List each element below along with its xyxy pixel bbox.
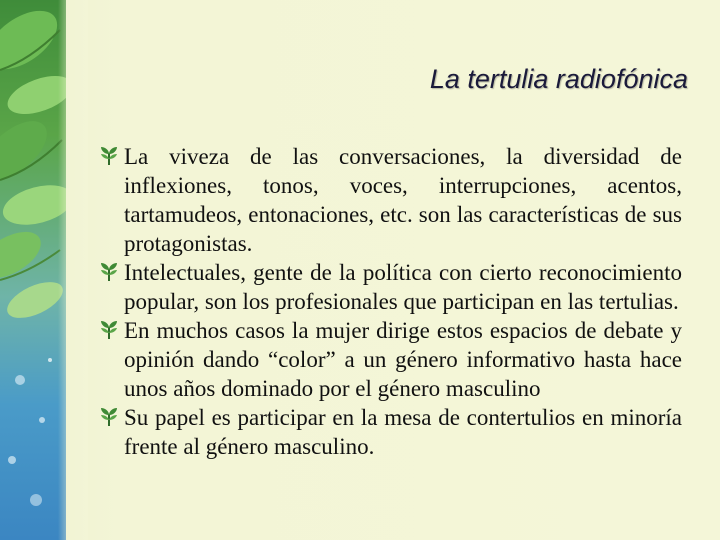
bullet-list <box>96 142 682 461</box>
bullet-item <box>96 403 682 461</box>
strip-fade <box>58 0 88 540</box>
bullet-text: Su papel es participar en la mesa de contertulios en minoría frente al género masculino. <box>124 405 682 459</box>
bullet-item <box>96 258 682 316</box>
bullet-item <box>96 316 682 403</box>
leaf-sprout-icon <box>98 261 120 283</box>
bullet-item <box>96 142 682 258</box>
slide-title: La tertulia radiofónica <box>429 64 688 94</box>
bullet-text: En muchos casos la mujer dirige estos espacios de debate y opinión dando “color” a un género informativo hasta hace unos años dominado por el género masculino <box>124 318 682 401</box>
leaves-icon <box>0 0 66 540</box>
bullet-text: La viveza de las conversaciones, la diversidad de inflexiones, tonos, voces, interrupciones, acentos, tartamudeos, entonaciones, etc. son las características de sus protagonistas. <box>124 144 682 256</box>
leaf-sprout-icon <box>98 145 120 167</box>
leaf-sprout-icon <box>98 319 120 341</box>
leaf-decoration <box>0 0 66 540</box>
leaf-sprout-icon <box>98 406 120 428</box>
bullet-text: Intelectuales, gente de la política con cierto reconocimiento popular, son los profesionales que participan en las tertulias. <box>124 260 682 314</box>
